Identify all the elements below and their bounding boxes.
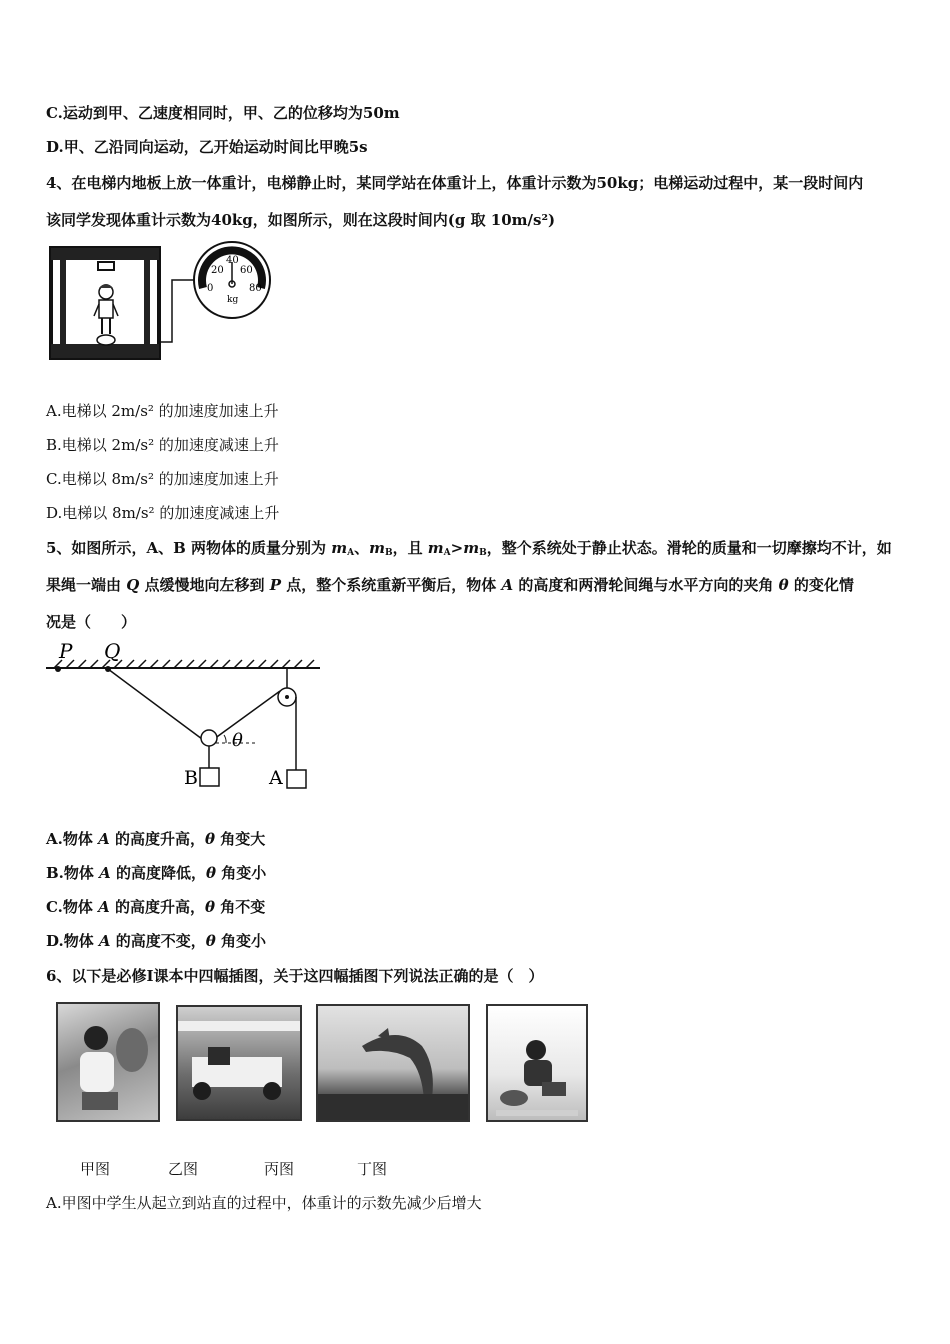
q6-stem: 6、以下是必修Ⅰ课本中四幅插图，关于这四幅插图下列说法正确的是（ ）	[46, 967, 544, 985]
caption-jia: 甲图	[80, 1160, 111, 1178]
q5-stem-line3: 况是（ ）	[46, 613, 137, 631]
photo-ding	[486, 1004, 588, 1122]
rope-left	[108, 669, 202, 739]
movable-pulley	[201, 730, 217, 746]
label-q: Q	[104, 640, 121, 663]
q6-option-a: A.甲图中学生从起立到站直的过程中，体重计的示数先减少后增大	[46, 1194, 482, 1212]
q4-stem-line1: 4、在电梯内地板上放一体重计，电梯静止时，某同学站在体重计上，体重计示数为50kg；电梯运动过程中，某一段时间内	[46, 174, 864, 192]
ceiling-lamp	[98, 262, 114, 270]
photo-yi	[176, 1005, 302, 1121]
elevator-floor	[51, 344, 159, 358]
block-b	[200, 768, 219, 786]
dial-tick-40: 40	[226, 255, 239, 266]
rope-middle	[214, 691, 280, 739]
label-b: B	[184, 767, 198, 789]
q4-option-c: C.电梯以 8m/s² 的加速度加速上升	[46, 470, 279, 488]
q5-option-a: A.物体 A 的高度升高，θ 角变大	[46, 830, 266, 848]
q4-option-a: A.电梯以 2m/s² 的加速度加速上升	[46, 402, 279, 420]
q4-stem-line2: 该同学发现体重计示数为40kg，如图所示，则在这段时间内(g 取 10m/s²)	[46, 211, 556, 229]
elevator-top-bar	[51, 248, 159, 260]
label-a: A	[269, 767, 283, 789]
student-figure	[94, 284, 118, 334]
q5-option-c: C.物体 A 的高度升高，θ 角不变	[46, 898, 266, 916]
q4-option-d: D.电梯以 8m/s² 的加速度减速上升	[46, 504, 280, 522]
dial-tick-0: 0	[207, 283, 214, 294]
label-p: P	[59, 640, 73, 663]
caption-bing: 丙图	[264, 1160, 295, 1178]
photo-jia	[56, 1002, 160, 1122]
dial-unit: kg	[227, 295, 239, 305]
elevator-figure	[46, 240, 286, 364]
q3-option-d: D.甲、乙沿同向运动，乙开始运动时间比甲晚5s	[46, 138, 368, 156]
q3-option-c: C.运动到甲、乙速度相同时，甲、乙的位移均为50m	[46, 104, 400, 122]
q4-option-b: B.电梯以 2m/s² 的加速度减速上升	[46, 436, 279, 454]
q5-option-b: B.物体 A 的高度降低，θ 角变小	[46, 864, 267, 882]
caption-yi: 乙图	[168, 1160, 199, 1178]
point-p	[55, 666, 61, 672]
dial-tick-60: 60	[240, 265, 253, 276]
q5-stem-line1: 5、如图所示，A、B 两物体的质量分别为 $m_A$、$m_B$，且 $m_A>m_B$，整个系统处于静止状态。滑轮的质量和一切摩擦均不计，如	[46, 539, 892, 558]
pulley-figure	[44, 640, 324, 796]
block-a	[287, 770, 306, 788]
scale-on-floor	[97, 335, 115, 345]
q5-option-d: D.物体 A 的高度不变，θ 角变小	[46, 932, 267, 950]
dial-tick-80: 80	[249, 283, 262, 294]
photo-bing	[316, 1004, 470, 1122]
dial-tick-20: 20	[211, 265, 224, 276]
label-theta: θ	[232, 730, 243, 751]
q5-stem-line2: 果绳一端由 Q 点缓慢地向左移到 P 点，整个系统重新平衡后，物体 A 的高度和两滑轮间绳与水平方向的夹角 θ 的变化情	[46, 576, 854, 594]
caption-ding: 丁图	[357, 1160, 388, 1178]
